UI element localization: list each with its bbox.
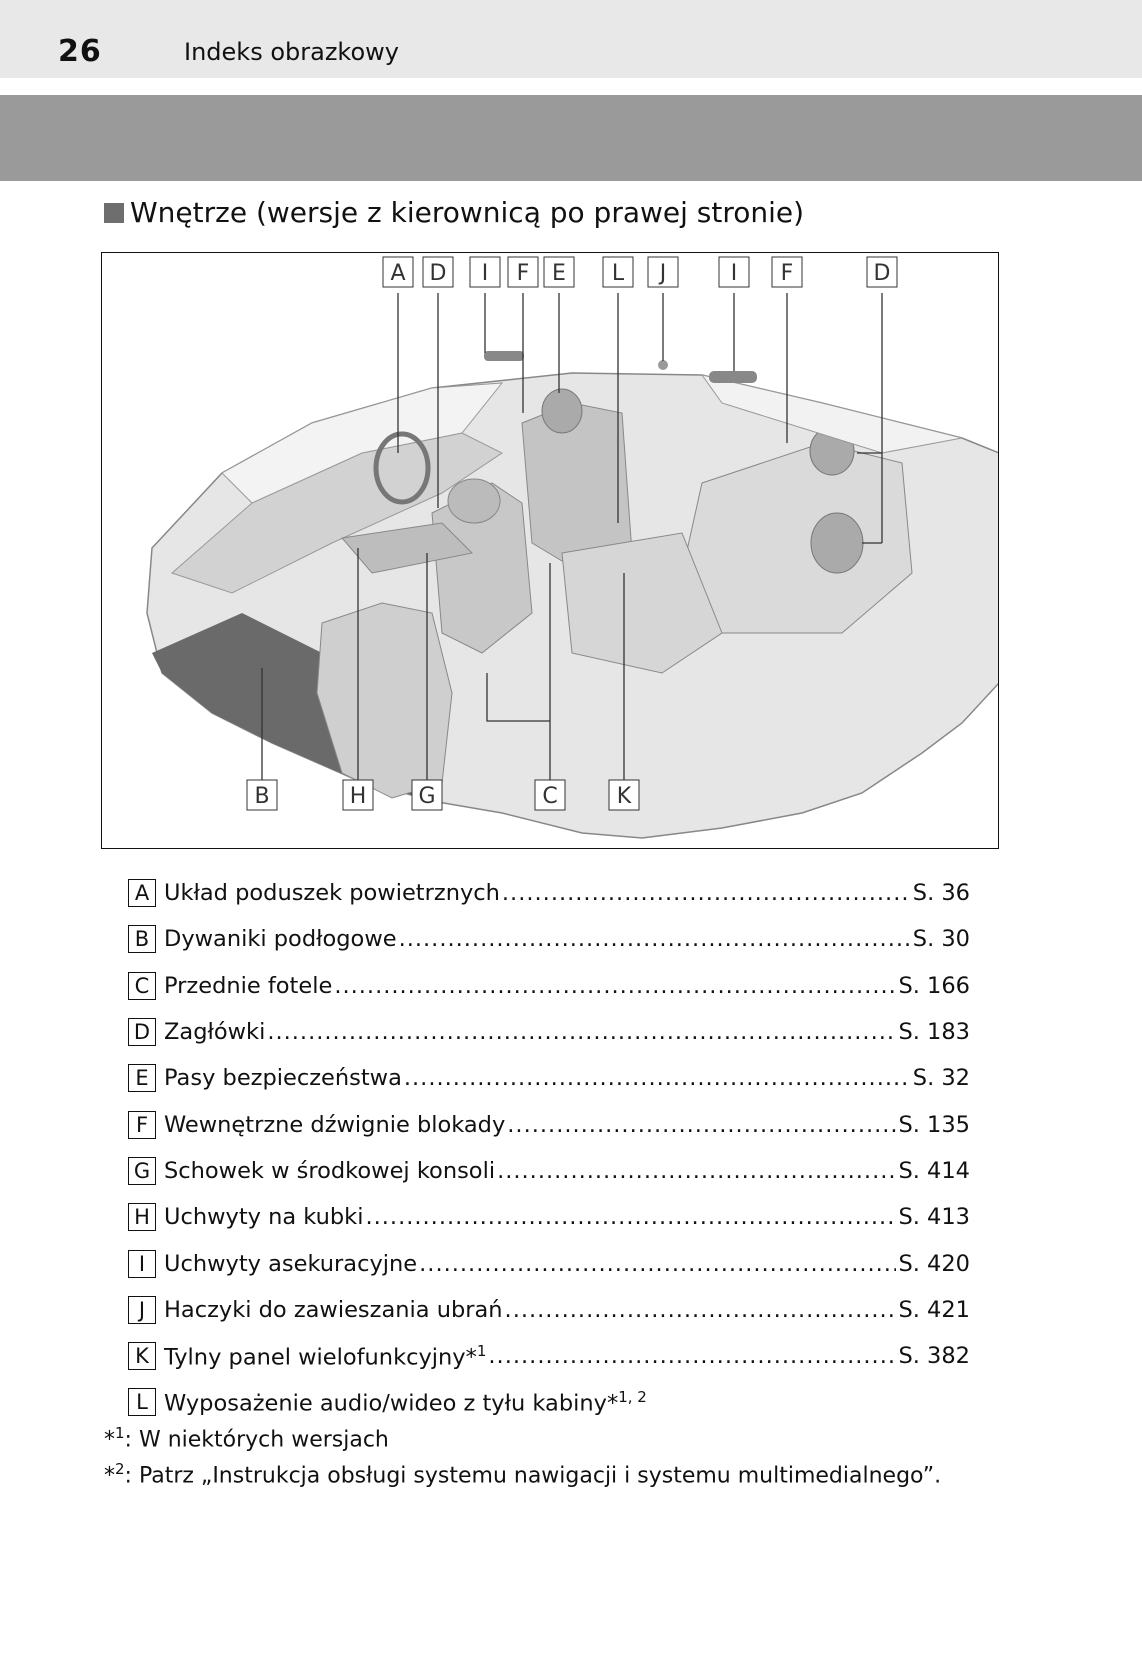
legend-row [128,1379,970,1425]
legend-key: C [128,972,156,1000]
page-ref[interactable]: S. 166 [898,972,970,999]
legend-key: A [128,879,156,907]
fig-label-A: A [390,261,406,286]
leader-dots [365,1204,896,1230]
fig-label-B: B [254,784,270,809]
legend-key: F [128,1111,156,1139]
legend-key: G [128,1157,156,1185]
legend-key: B [128,925,156,953]
fig-label-H: H [349,784,367,809]
leader-dots [507,1112,896,1138]
footnote-text: : W niektórych wersjach [124,1427,389,1453]
legend-text: Dywaniki podłogowe [164,926,397,953]
leader-dots [488,1343,896,1369]
page-ref[interactable]: S. 30 [912,926,970,953]
legend-text: Uchwyty asekuracyjne [164,1250,418,1277]
legend-text: Wewnętrzne dźwignie blokady [164,1111,506,1138]
interior-illustration [101,252,999,849]
legend-key: J [128,1296,156,1324]
rear-headrest-2 [811,513,863,573]
legend-text [164,1388,647,1417]
page-header [0,0,1142,78]
legend-text: Układ poduszek powietrznych [164,880,500,907]
footnote-number: 2 [115,1460,125,1478]
legend-text [164,1342,486,1371]
legend-row [128,916,970,962]
legend-key: H [128,1203,156,1231]
car-interior-drawing [102,253,999,849]
footnote-sup: 1, 2 [618,1388,647,1407]
square-bullet-icon [104,203,124,223]
grab-handle-rear [709,371,757,383]
chapter-title: Indeks obrazkowy [184,38,399,66]
page-ref[interactable]: S. 382 [898,1343,970,1370]
fig-label-I: I [481,261,489,286]
legend-text: Pasy bezpieczeństwa [164,1065,402,1092]
leader-dots [267,1019,896,1045]
page-number: 26 [58,34,102,69]
legend-row [128,870,970,916]
legend-key: K [128,1342,156,1370]
legend-text: Haczyki do zawieszania ubrań [164,1296,503,1323]
page-ref[interactable]: S. 413 [898,1204,970,1231]
header-band [0,95,1142,181]
passenger-headrest [542,389,582,433]
section-title [104,196,804,229]
fig-label-L: L [611,261,625,286]
fig-label-C: C [542,784,558,809]
fig-label-D2: D [873,261,891,286]
legend-row [128,1148,970,1194]
footnote-mark: * [104,1463,115,1489]
page-ref[interactable]: S. 420 [898,1250,970,1277]
figure-labels-top [383,257,897,287]
legend-row [128,1240,970,1286]
footnote-text: : Patrz „Instrukcja obsługi systemu nawigacji i systemu multimedialnego”. [124,1463,942,1489]
fig-label-G: G [418,784,436,809]
legend-row [128,1101,970,1147]
page-ref[interactable]: S. 183 [898,1019,970,1046]
leader-dots [497,1158,896,1184]
legend-row [128,963,970,1009]
legend-key: E [128,1064,156,1092]
fig-label-I2: I [730,261,738,286]
page-ref[interactable]: S. 32 [912,1065,970,1092]
leader-dots [334,973,896,999]
footnote-2 [104,1460,941,1488]
leader-dots [399,926,911,952]
footnote-sup: 1 [476,1341,487,1360]
fig-label-F: F [516,261,530,286]
legend-key: I [128,1250,156,1278]
legend-text: Schowek w środkowej konsoli [164,1157,496,1184]
fig-label-E: E [552,261,566,286]
legend-text: Uchwyty na kubki [164,1204,364,1231]
footnote-mark: * [104,1427,115,1453]
grab-handle-front [484,351,524,361]
footnote-1 [104,1424,389,1452]
legend-text: Przednie fotele [164,972,333,999]
leader-dots [419,1251,896,1277]
leader-dots [404,1065,911,1091]
footnote-number: 1 [115,1424,125,1442]
fig-label-D: D [429,261,447,286]
legend-key: L [128,1388,156,1416]
legend-list [128,870,970,1426]
legend-text-main: Wyposażenie audio/wideo z tyłu kabiny* [164,1390,619,1417]
fig-label-F2: F [780,261,794,286]
leader-dots [502,880,911,906]
legend-row [128,1055,970,1101]
legend-row [128,1333,970,1379]
legend-row [128,1287,970,1333]
legend-text: Zagłówki [164,1019,266,1046]
page-ref[interactable]: S. 135 [898,1111,970,1138]
front-headrest [448,479,500,523]
section-title-text: Wnętrze (wersje z kierownicą po prawej stronie) [130,196,805,229]
leader-dots [505,1297,897,1323]
legend-row [128,1009,970,1055]
page-ref[interactable]: S. 414 [898,1157,970,1184]
page-ref[interactable]: S. 421 [898,1296,970,1323]
fig-label-J: J [659,261,667,286]
coat-hook [658,360,668,370]
legend-key: D [128,1018,156,1046]
legend-text-main: Tylny panel wielofunkcyjny* [164,1344,477,1371]
page-ref[interactable]: S. 36 [912,880,970,907]
legend-row [128,1194,970,1240]
fig-label-K: K [616,784,632,809]
